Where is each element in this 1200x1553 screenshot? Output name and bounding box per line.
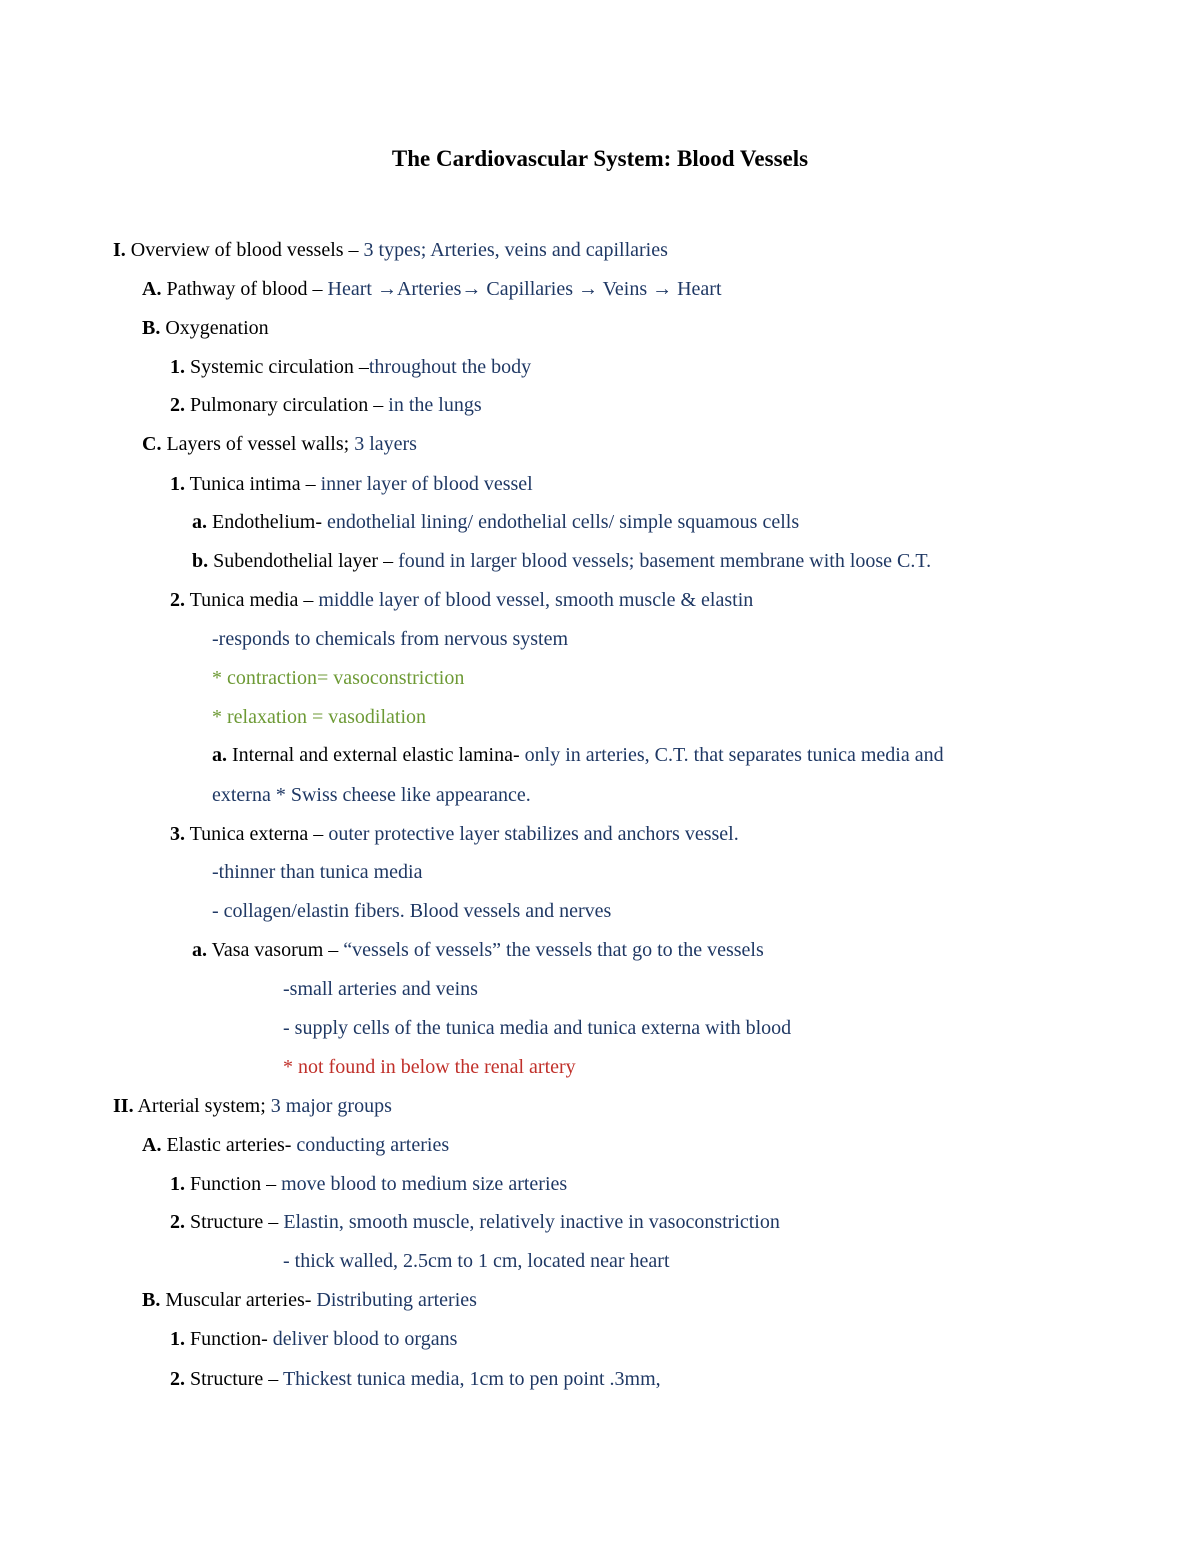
outline-marker: B. (142, 317, 161, 339)
outline-line (113, 1093, 392, 1119)
outline-line (170, 354, 531, 380)
outline-note: deliver blood to organs (272, 1328, 458, 1350)
outline-marker: 1. (170, 1328, 185, 1350)
outline-marker: 1. (170, 473, 185, 495)
outline-note: externa * Swiss cheese like appearance. (212, 784, 531, 806)
outline-term: Function – (185, 1173, 282, 1195)
outline-line (212, 704, 426, 730)
outline-line (283, 1248, 670, 1274)
outline-line (212, 742, 944, 768)
outline-note: -small arteries and veins (283, 978, 478, 1000)
outline-note: - supply cells of the tunica media and tunica externa with blood (283, 1017, 792, 1039)
outline-line (212, 859, 422, 885)
outline-term: Tunica intima – (185, 473, 321, 495)
outline-note: -responds to chemicals from nervous system (212, 628, 569, 650)
outline-term: Structure – (185, 1211, 284, 1233)
outline-marker: 2. (170, 1211, 185, 1233)
outline-line (192, 548, 931, 574)
outline-line (283, 1054, 576, 1080)
outline-note: Thickest tunica media, 1cm to pen point .3mm, (282, 1368, 661, 1390)
outline-term: Pulmonary circulation – (185, 394, 389, 416)
outline-line (212, 665, 464, 691)
outline-note: Distributing arteries (316, 1289, 477, 1311)
outline-note: only in arteries, C.T. that separates tunica media and (524, 744, 944, 766)
outline-note: - thick walled, 2.5cm to 1 cm, located near heart (283, 1250, 670, 1272)
outline-marker: 2. (170, 589, 185, 611)
outline-term: Pathway of blood – (161, 278, 328, 300)
outline-marker: a. (212, 744, 227, 766)
outline-term: Subendothelial layer – (208, 550, 399, 572)
outline-line (170, 1171, 567, 1197)
outline-line (212, 782, 531, 808)
outline-line (142, 1287, 477, 1313)
outline-term: Muscular arteries- (160, 1289, 317, 1311)
outline-note: - collagen/elastin fibers. Blood vessels and nerves (212, 900, 612, 922)
outline-marker: A. (142, 1134, 162, 1156)
outline-line (113, 237, 668, 263)
outline-marker: a. (192, 511, 207, 533)
outline-note: Elastin, smooth muscle, relatively inactive in vasoconstriction (283, 1211, 780, 1233)
outline-term: Overview of blood vessels – (125, 239, 364, 261)
outline-line (283, 976, 478, 1002)
outline-line (142, 431, 417, 457)
outline-marker: A. (142, 278, 162, 300)
outline-line (170, 1209, 780, 1235)
outline-note: Heart →Arteries→ Capillaries → Veins → Heart (327, 278, 722, 300)
outline-term: Internal and external elastic lamina- (227, 744, 525, 766)
outline-term: Endothelium- (207, 511, 327, 533)
outline-term: Elastic arteries- (161, 1134, 297, 1156)
outline-note: 3 major groups (270, 1095, 392, 1117)
outline-marker: 3. (170, 823, 185, 845)
outline-line (192, 937, 764, 963)
outline-note: outer protective layer stabilizes and anchors vessel. (328, 823, 739, 845)
outline-marker: 1. (170, 356, 185, 378)
outline-line (192, 509, 799, 535)
outline-line (142, 315, 269, 341)
outline-marker: C. (142, 433, 162, 455)
outline-term: Structure – (185, 1368, 283, 1390)
outline-marker: 2. (170, 1368, 185, 1390)
outline-line (170, 1366, 661, 1392)
outline-note: 3 types; Arteries, veins and capillaries (363, 239, 668, 261)
outline-line (212, 626, 568, 652)
outline-line (170, 587, 753, 613)
outline-note: * contraction= vasoconstriction (212, 667, 465, 689)
outline-term: Oxygenation (160, 317, 269, 339)
outline-note: conducting arteries (296, 1134, 450, 1156)
outline-marker: I. (113, 239, 126, 261)
outline-marker: b. (192, 550, 209, 572)
outline-note: inner layer of blood vessel (320, 473, 533, 495)
outline-marker: a. (192, 939, 207, 961)
outline-marker: II. (113, 1095, 134, 1117)
outline-line (283, 1015, 791, 1041)
outline-line (142, 276, 722, 302)
outline-line (170, 471, 533, 497)
outline-note: in the lungs (388, 394, 482, 416)
outline-line (170, 392, 482, 418)
outline-marker: 2. (170, 394, 185, 416)
outline-term: Function- (185, 1328, 273, 1350)
page-title: The Cardiovascular System: Blood Vessels (391, 146, 809, 171)
outline-line (212, 898, 611, 924)
outline-note: endothelial lining/ endothelial cells/ simple squamous cells (326, 511, 800, 533)
outline-term: Tunica externa – (185, 823, 329, 845)
outline-term: Arterial system; (133, 1095, 271, 1117)
outline-note: move blood to medium size arteries (281, 1173, 568, 1195)
outline-line (170, 1326, 457, 1352)
outline-note: middle layer of blood vessel, smooth muscle & elastin (318, 589, 754, 611)
outline-note: * relaxation = vasodilation (212, 706, 427, 728)
outline-marker: B. (142, 1289, 161, 1311)
outline-note: * not found in below the renal artery (283, 1056, 576, 1078)
outline-note: -thinner than tunica media (212, 861, 423, 883)
outline-term: Tunica media – (185, 589, 319, 611)
outline-term: Layers of vessel walls; (161, 433, 355, 455)
outline-line (142, 1132, 449, 1158)
outline-term: Vasa vasorum – (207, 939, 344, 961)
outline-marker: 1. (170, 1173, 185, 1195)
outline-note: 3 layers (354, 433, 417, 455)
outline-note: found in larger blood vessels; basement membrane with loose C.T. (398, 550, 932, 572)
outline-term: Systemic circulation – (185, 356, 369, 378)
outline-line (170, 821, 739, 847)
outline-note: “vessels of vessels” the vessels that go to the vessels (343, 939, 764, 961)
outline-note: throughout the body (368, 356, 532, 378)
